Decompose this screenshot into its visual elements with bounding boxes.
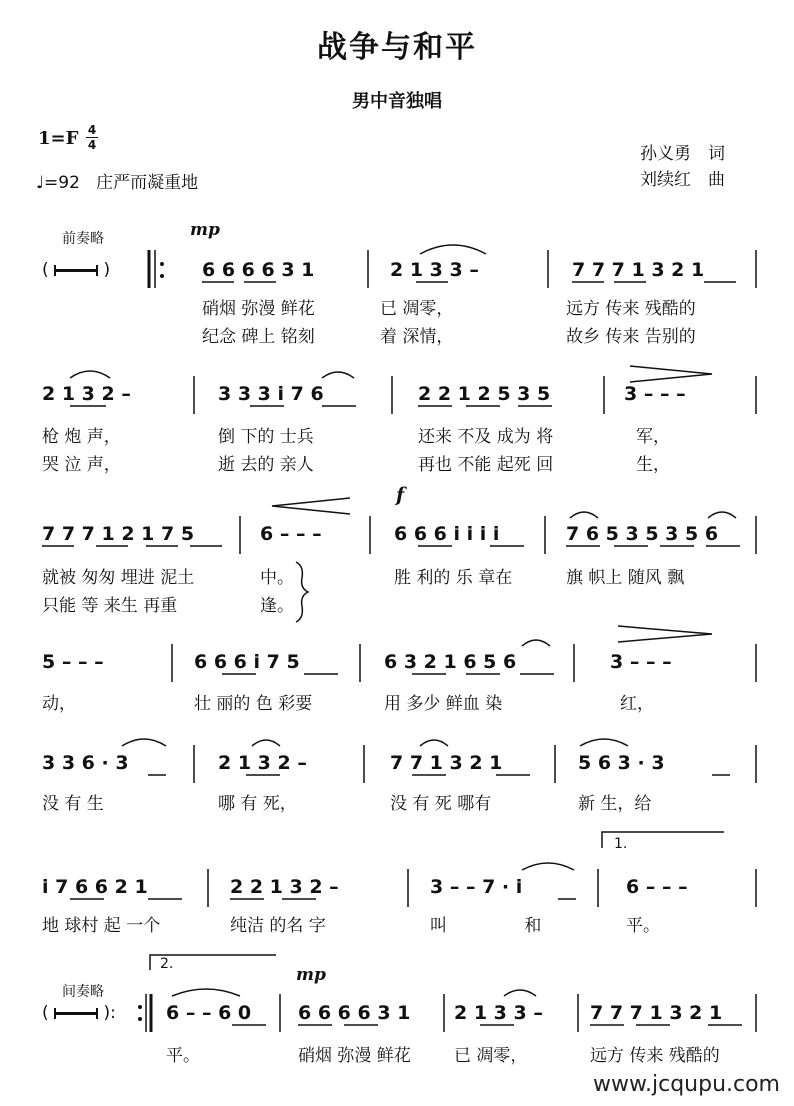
row1-measure1: 6 6 6 6 3 1 xyxy=(202,259,315,281)
row2-lyric2-m1: 哭 泣 声， xyxy=(42,455,121,475)
intro-label: 前奏略 xyxy=(62,231,104,247)
slur xyxy=(70,371,110,378)
row5-lyric1-m1: 没 有 生 xyxy=(42,794,104,814)
row2-lyric2-m3: 再也 不能 起死 回 xyxy=(418,455,554,475)
row2-lyric1-m1: 枪 炮 声， xyxy=(42,427,121,447)
row6-lyric1-m2: 纯洁 的名 字 xyxy=(230,916,326,936)
slur xyxy=(708,512,736,518)
row3-lyric1-m4: 旗 帜上 随风 飘 xyxy=(566,568,685,588)
row7-measure4: 7 7 7 1 3 2 1 xyxy=(590,1002,723,1024)
repeat-dot xyxy=(160,262,164,266)
time-signature-bottom: 4 xyxy=(87,138,97,152)
row3-measure3: 6 6 6 i i i i xyxy=(394,523,500,545)
row3-measure2: 6 – – – xyxy=(260,523,322,545)
row2-lyric2-m2: 逝 去的 亲人 xyxy=(218,455,314,475)
tempo-marking: ♩=92 xyxy=(36,173,80,193)
slur xyxy=(122,739,166,746)
volta-1-bracket xyxy=(602,832,724,848)
row2-measure1: 2 1 3 2 – xyxy=(42,383,131,405)
verse-brace xyxy=(296,562,308,622)
volta-1-label: 1. xyxy=(614,836,628,852)
row4-measure1: 5 – – – xyxy=(42,651,104,673)
row4-measure3: 6 3 2 1 6 5 6 xyxy=(384,651,517,673)
slur xyxy=(420,245,486,254)
row4-measure2: 6 6 6 i 7 5 xyxy=(194,651,300,673)
repeat-dot xyxy=(160,274,164,278)
slur xyxy=(580,739,628,746)
row6-measure1: i 7 6 6 2 1 xyxy=(42,876,148,898)
decrescendo-hairpin xyxy=(630,366,712,382)
row3-lyric1-m2: 中。 xyxy=(260,568,294,588)
song-title: 战争与和平 xyxy=(317,30,477,65)
row4-lyric1-m3: 用 多少 鲜血 染 xyxy=(384,694,503,714)
row3-lyric1-m1: 就被 匆匆 埋进 泥土 xyxy=(42,568,195,588)
row5-measure4: 5 6 3 · 3 xyxy=(578,752,665,774)
row2-measure4: 3 – – – xyxy=(624,383,686,405)
row3-measure4: 7 6 5 3 5 3 5 6 xyxy=(566,523,719,545)
row7-lyric1-m3: 已 凋零， xyxy=(454,1046,528,1066)
slur xyxy=(522,863,574,870)
row5-measure1: 3 3 6 · 3 xyxy=(42,752,129,774)
row6-measure3: 3 – – 7 · i xyxy=(430,876,523,898)
row2-lyric2-m4: 生， xyxy=(636,455,670,475)
row2-lyric1-m3: 还来 不及 成为 将 xyxy=(418,427,554,447)
row4-measure4: 3 – – – xyxy=(610,651,672,673)
intro-bracket: ( ) xyxy=(42,260,111,280)
key-signature: 1=F xyxy=(38,128,79,149)
row2-lyric1-m4: 军， xyxy=(636,427,670,447)
row2-lyric1-m2: 倒 下的 士兵 xyxy=(218,427,314,447)
crescendo-hairpin xyxy=(272,498,350,514)
decrescendo-hairpin xyxy=(618,626,712,642)
row7-lyric1-m1: 平。 xyxy=(166,1046,200,1066)
row6-lyric1-m3: 叫 和 xyxy=(430,916,542,936)
row5-measure2: 2 1 3 2 – xyxy=(218,752,307,774)
dynamic-mp-2: mp xyxy=(296,965,326,985)
repeat-dot xyxy=(138,1005,142,1009)
volta-2-bracket xyxy=(150,955,276,970)
row6-measure2: 2 2 1 3 2 – xyxy=(230,876,339,898)
dynamic-f: f xyxy=(396,484,405,506)
row3-lyric1-m3: 胜 利的 乐 章在 xyxy=(394,568,513,588)
interlude-bracket: ( ): xyxy=(42,1003,116,1023)
slur xyxy=(420,740,448,746)
volta-2-label: 2. xyxy=(160,956,174,972)
slur xyxy=(522,640,550,646)
row7-lyric1-m4: 远方 传来 残酷的 xyxy=(590,1046,720,1066)
time-signature-top: 4 xyxy=(87,123,97,137)
row3-measure1: 7 7 7 1 2 1 7 5 xyxy=(42,523,195,545)
row2-measure2: 3 3 3 i 7 6 xyxy=(218,383,324,405)
dynamic-mp-1: mp xyxy=(190,220,220,240)
slur xyxy=(570,512,598,518)
row6-lyric1-m1: 地 球村 起 一个 xyxy=(42,916,161,936)
row4-lyric1-m1: 动， xyxy=(42,694,76,714)
row5-lyric1-m3: 没 有 死 哪有 xyxy=(390,794,492,814)
row4-lyric1-m4: 红， xyxy=(620,694,654,714)
row4-lyric1-m2: 壮 丽的 色 彩要 xyxy=(194,694,313,714)
slur xyxy=(504,990,536,996)
repeat-dot xyxy=(138,1017,142,1021)
row1-lyric1-m3: 远方 传来 残酷的 xyxy=(566,299,696,319)
row5-lyric1-m4: 新 生，给 xyxy=(578,794,652,814)
row1-lyric2-m3: 故乡 传来 告别的 xyxy=(566,327,696,347)
slur xyxy=(322,372,354,378)
row1-lyric2-m1: 纪念 碑上 铭刻 xyxy=(202,327,315,347)
row1-measure2: 2 1 3 3 – xyxy=(390,259,479,281)
watermark: www.jcqupu.com xyxy=(593,1072,780,1097)
interlude-label: 间奏略 xyxy=(62,984,104,1000)
row5-measure3: 7 7 1 3 2 1 xyxy=(390,752,503,774)
row3-lyric2-m2: 逢。 xyxy=(260,596,294,616)
expression-marking: 庄严而凝重地 xyxy=(96,173,199,193)
row1-measure3: 7 7 7 1 3 2 1 xyxy=(572,259,705,281)
row7-measure1: 6 – – 6 0 xyxy=(166,1002,252,1024)
lyricist-credit: 孙义勇 词 xyxy=(640,144,725,164)
row1-lyric1-m1: 硝烟 弥漫 鲜花 xyxy=(202,299,315,319)
row1-lyric1-m2: 已 凋零， xyxy=(380,299,454,319)
row6-lyric1-m4: 平。 xyxy=(626,916,660,936)
row5-lyric1-m2: 哪 有 死， xyxy=(218,794,297,814)
song-subtitle: 男中音独唱 xyxy=(352,91,442,112)
slur xyxy=(172,989,240,996)
row7-measure2: 6 6 6 6 3 1 xyxy=(298,1002,411,1024)
row7-measure3: 2 1 3 3 – xyxy=(454,1002,543,1024)
composer-credit: 刘续红 曲 xyxy=(640,170,725,190)
row7-lyric1-m2: 硝烟 弥漫 鲜花 xyxy=(298,1046,411,1066)
slur xyxy=(252,740,280,746)
row6-measure4: 6 – – – xyxy=(626,876,688,898)
row2-measure3: 2 2 1 2 5 3 5 xyxy=(418,383,551,405)
row3-lyric2-m1: 只能 等 来生 再重 xyxy=(42,596,178,616)
row1-lyric2-m2: 着 深情， xyxy=(380,327,454,347)
